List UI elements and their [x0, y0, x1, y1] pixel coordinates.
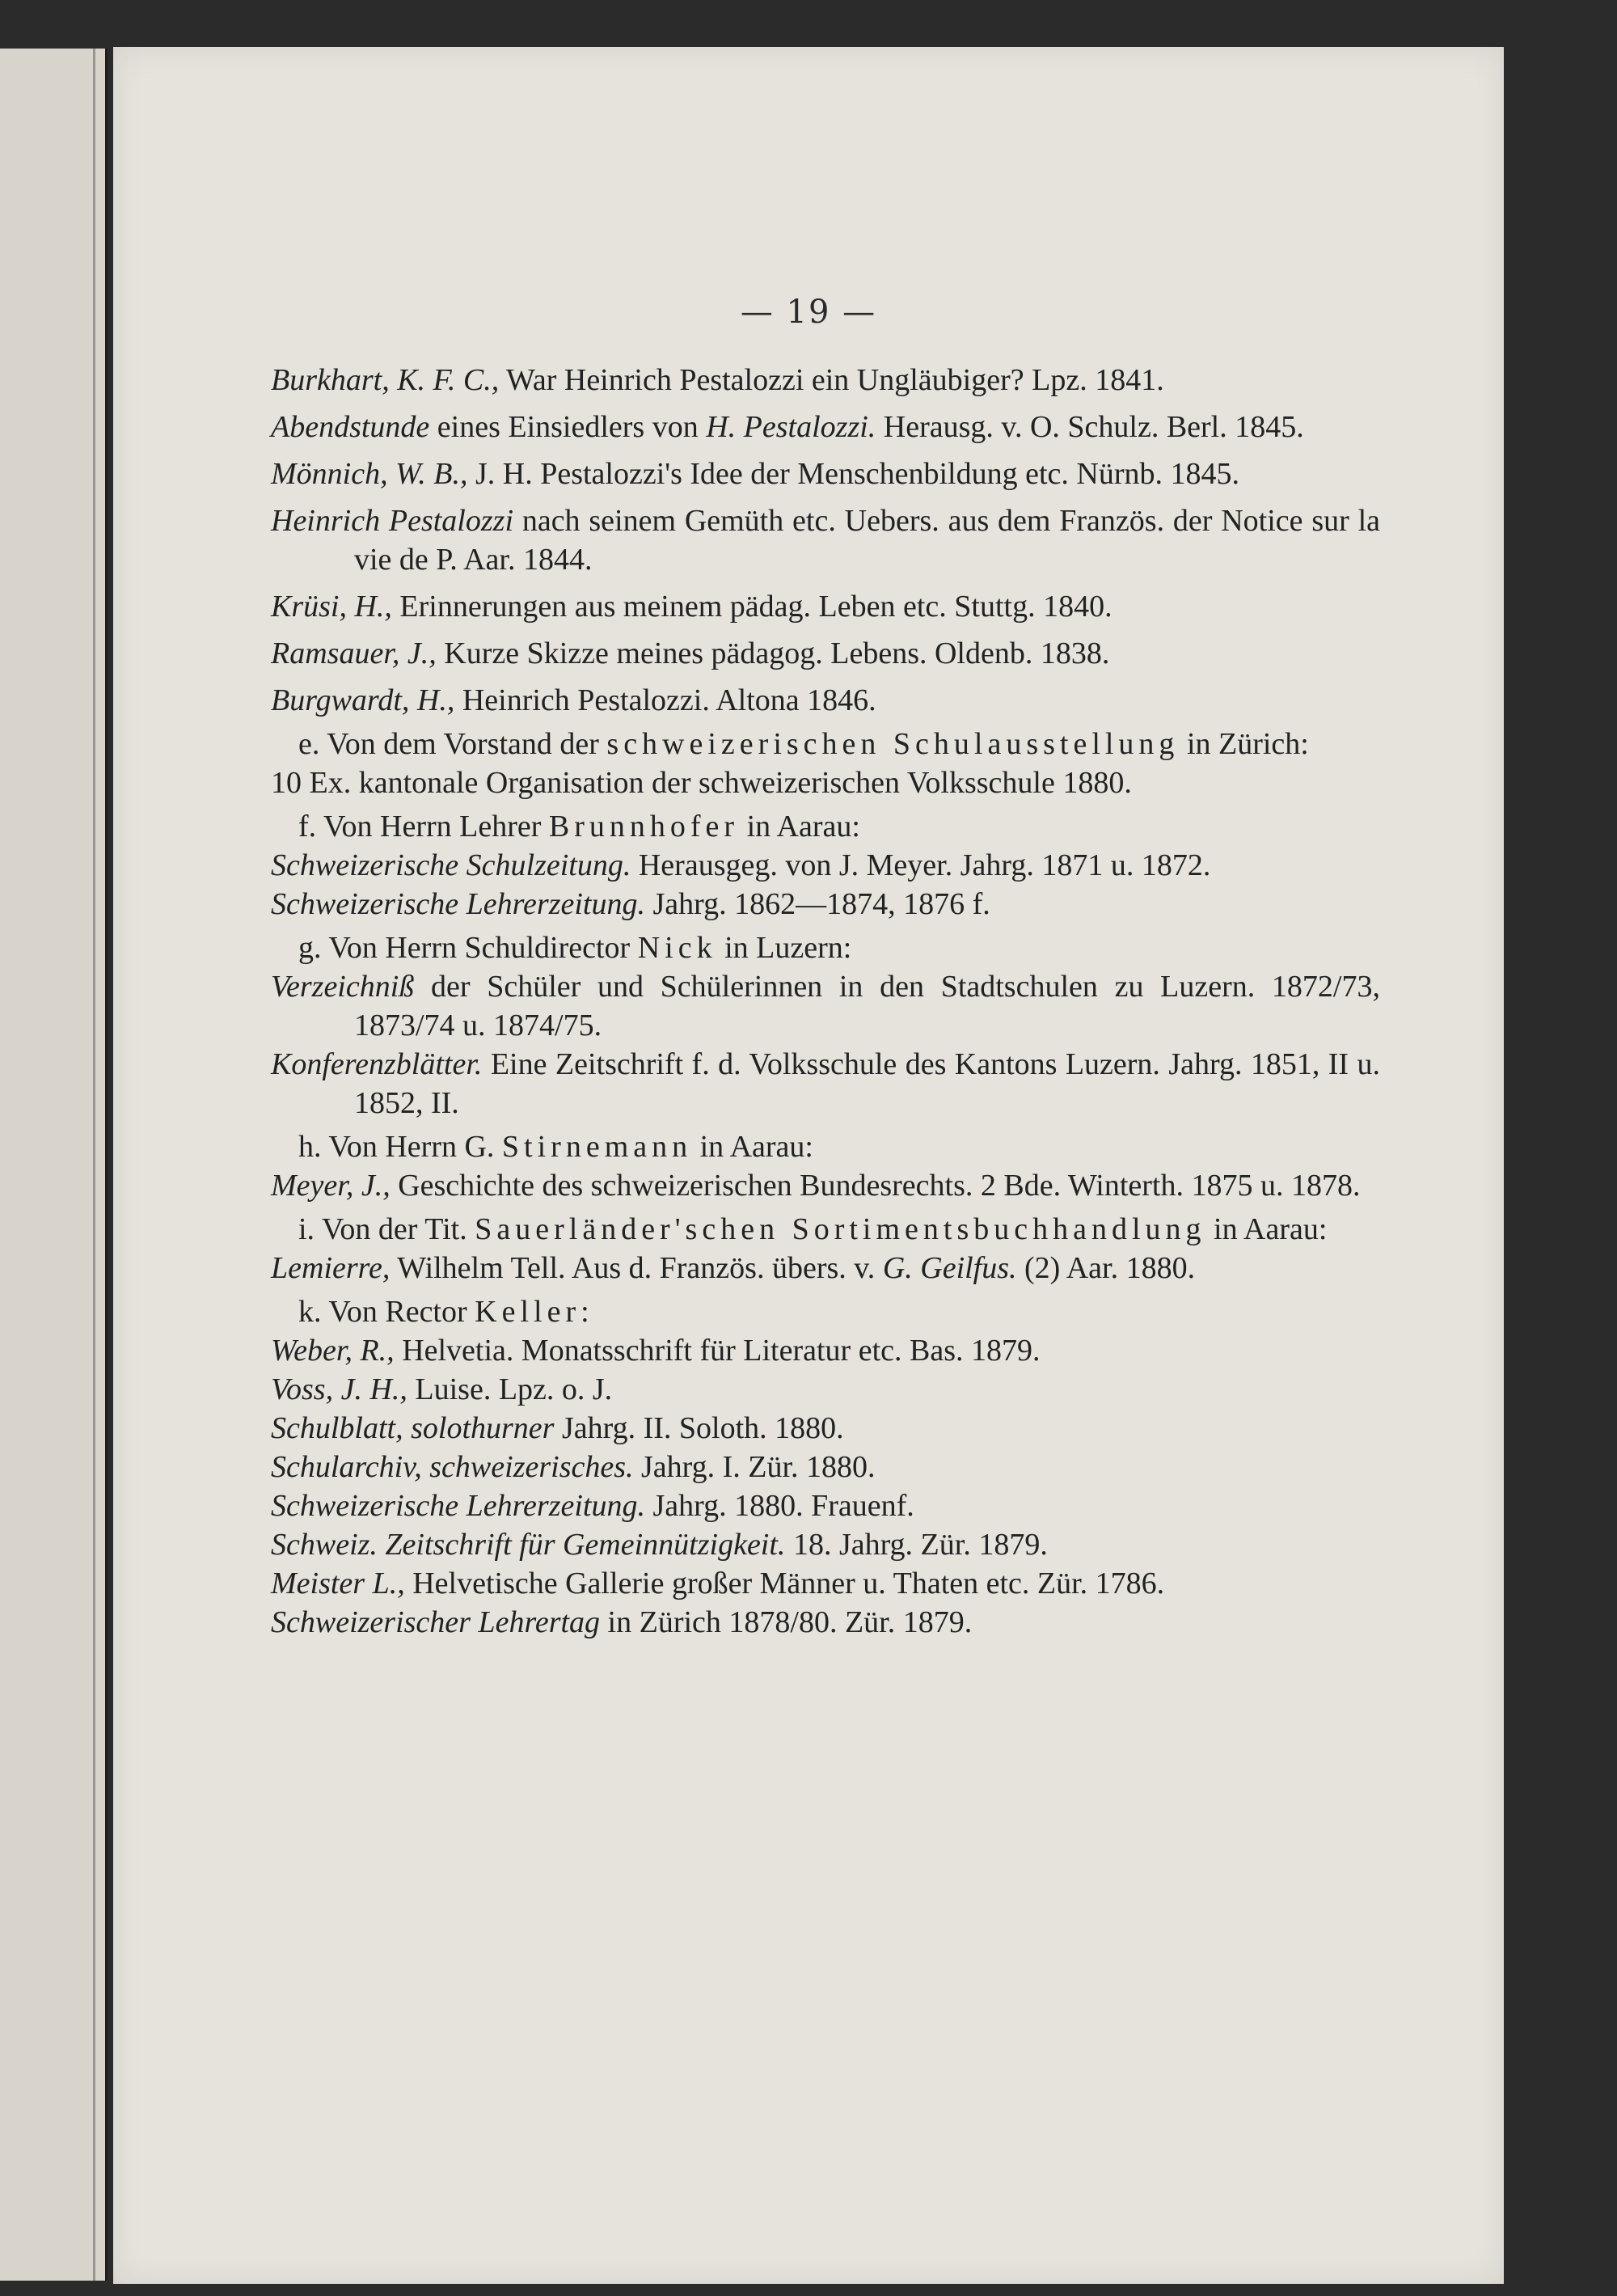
list-item [271, 1603, 1380, 1642]
list-item [271, 1370, 1380, 1409]
section-heading-e: e. Von dem Vorstand der schweizerischen Schulausstellung in Zürich: [298, 727, 1309, 761]
list-item [271, 501, 1380, 579]
entry-text: Jahrg. I. Zür. 1880. [633, 1450, 876, 1484]
entry-text: J. H. Pestalozzi's Idee der Menschenbildung etc. Nürnb. 1845. [467, 457, 1239, 491]
entry-text: Jahrg. 1862—1874, 1876 f. [644, 887, 990, 921]
list-item [271, 1448, 1380, 1486]
author-title: Schularchiv, schweizerisches. [271, 1450, 634, 1484]
entry-text: Eine Zeitschrift f. d. Volksschule des Kantons Luzern. Jahrg. 1851, II u. 1852, II. [354, 1047, 1380, 1120]
list-item [271, 587, 1380, 626]
section-heading-g: g. Von Herrn Schuldirector Nick in Luzern: [298, 931, 852, 965]
author-title: Burgwardt, H., [271, 683, 455, 717]
section-heading-k: k. Von Rector Keller: [298, 1295, 589, 1329]
list-item [271, 455, 1380, 493]
author-title: Konferenzblätter. [271, 1047, 483, 1081]
author-title: Voss, J. H., [271, 1372, 407, 1406]
author-title: Schweizerische Lehrerzeitung. [271, 887, 645, 921]
entry-text: Herausg. v. O. Schulz. Berl. 1845. [876, 410, 1304, 444]
author-title: Mönnich, W. B., [271, 457, 468, 491]
list-item [271, 408, 1380, 446]
entry-text: Geschichte des schweizerischen Bundesrechts. 2 Bde. Winterth. 1875 u. 1878. [390, 1169, 1361, 1203]
entry-text: Kurze Skizze meines pädagog. Lebens. Oldenb. 1838. [436, 636, 1110, 670]
author-title: G. Geilfus. [882, 1251, 1017, 1285]
adjacent-page-edge [0, 49, 108, 2281]
bibliography-list [271, 361, 1380, 1642]
entry-text: nach seinem Gemüth etc. Uebers. aus dem Französ. der Notice sur la vie de P. Aar. 1844. [354, 504, 1380, 577]
author-title: Schulblatt, solothurner [271, 1411, 555, 1445]
section-heading-h: h. Von Herrn G. Stirnemann in Aarau: [298, 1130, 813, 1164]
author-title: Meyer, J., [271, 1169, 391, 1203]
list-item [271, 1486, 1380, 1525]
entry-text: Wilhelm Tell. Aus d. Französ. übers. v. [390, 1251, 883, 1285]
list-item [271, 1409, 1380, 1448]
author-title: Schweizerische Schulzeitung. [271, 848, 631, 882]
entry-text: Jahrg. 1880. Frauenf. [644, 1489, 914, 1523]
entry-text: Heinrich Pestalozzi. Altona 1846. [454, 683, 876, 717]
entry-text: Herausgeg. von J. Meyer. Jahrg. 1871 u. 1872. [631, 848, 1211, 882]
author-title: Ramsauer, J., [271, 636, 437, 670]
entry-text: War Heinrich Pestalozzi ein Ungläubiger? Lpz. 1841. [499, 363, 1164, 397]
list-item [271, 1166, 1380, 1205]
author-title: Schweizerischer Lehrertag [271, 1605, 601, 1639]
author-title: Verzeichniß [271, 970, 415, 1004]
entry-text: Helvetische Gallerie großer Männer u. Thaten etc. Zür. 1786. [404, 1567, 1165, 1600]
author-title: Krüsi, H., [271, 590, 392, 624]
document-page [113, 47, 1504, 2284]
list-item [271, 681, 1380, 720]
list-item: 10 Ex. kantonale Organisation der schweizerischen Volksschule 1880. [271, 766, 1132, 800]
list-item [271, 1331, 1380, 1370]
entry-text: Luise. Lpz. o. J. [407, 1372, 613, 1406]
entry-text: (2) Aar. 1880. [1016, 1251, 1196, 1285]
author-title: Meister L., [271, 1567, 405, 1600]
section-heading-f: f. Von Herrn Lehrer Brunnhofer in Aarau: [298, 810, 860, 844]
list-item [271, 1249, 1380, 1288]
entry-text: in Zürich 1878/80. Zür. 1879. [600, 1605, 973, 1639]
entry-text: Jahrg. II. Soloth. 1880. [554, 1411, 844, 1445]
entry-text: der Schüler und Schülerinnen in den Stadtschulen zu Luzern. 1872/73, 1873/74 u. 1874/75. [354, 970, 1380, 1042]
author-title: Heinrich Pestalozzi [271, 504, 514, 538]
author-title: H. Pestalozzi. [706, 410, 876, 444]
section-heading-i: i. Von der Tit. Sauerländer'schen Sortimentsbuchhandlung in Aarau: [298, 1212, 1328, 1246]
page-number: — 19 — [740, 294, 877, 331]
list-item [271, 967, 1380, 1045]
author-title: Lemierre, [271, 1251, 391, 1285]
list-item [271, 361, 1380, 400]
list-item [271, 1525, 1380, 1564]
entry-text: 18. Jahrg. Zür. 1879. [785, 1528, 1048, 1562]
entry-text: eines Einsiedlers von [429, 410, 707, 444]
author-title: Schweizerische Lehrerzeitung. [271, 1489, 645, 1523]
author-title: Weber, R., [271, 1334, 395, 1368]
list-item [271, 1564, 1380, 1603]
list-item [271, 846, 1380, 885]
entry-text: Erinnerungen aus meinem pädag. Leben etc. Stuttg. 1840. [391, 590, 1112, 624]
author-title: Abendstunde [271, 410, 430, 444]
author-title: Burkhart, K. F. C., [271, 363, 500, 397]
entry-text: Helvetia. Monatsschrift für Literatur etc. Bas. 1879. [394, 1334, 1041, 1368]
list-item [271, 1045, 1380, 1123]
list-item [271, 634, 1380, 673]
list-item [271, 885, 1380, 924]
author-title: Schweiz. Zeitschrift für Gemeinnützigkeit. [271, 1528, 786, 1562]
